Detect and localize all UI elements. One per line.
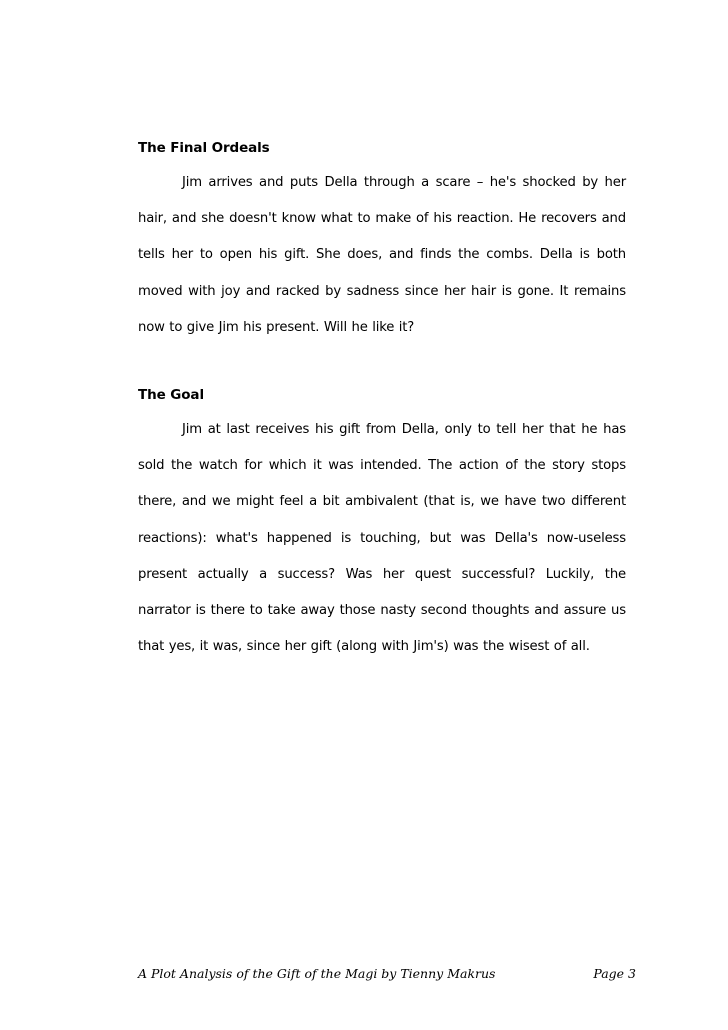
section-heading: The Final Ordeals (138, 140, 270, 156)
section-goal (138, 387, 626, 665)
footer-title: A Plot Analysis of the Gift of the Magi by Tienny Makrus (138, 966, 496, 981)
page-number: Page 3 (593, 966, 636, 981)
section-final-ordeals (138, 140, 626, 346)
section-paragraph: Jim at last receives his gift from Della, only to tell her that he has sold the watch for which it was intended. The action of the story stops there, and we might feel a bit ambivalent (that is, we have two different reactions): what's happened is touching, but was Della's now-useless present actually a success? Was her quest successful? Luckily, the narrator is there to take away those nasty second thoughts and assure us that yes, it was, since her gift (along with Jim's) was the wisest of all. (138, 422, 626, 655)
section-paragraph: Jim arrives and puts Della through a scare – he's shocked by her hair, and she doesn't know what to make of his reaction. He recovers and tells her to open his gift. She does, and finds the combs. Della is both moved with joy and racked by sadness since her hair is gone. It remains now to give Jim his present. Will he like it? (138, 175, 626, 335)
section-heading: The Goal (138, 387, 204, 403)
page-footer (138, 966, 636, 982)
